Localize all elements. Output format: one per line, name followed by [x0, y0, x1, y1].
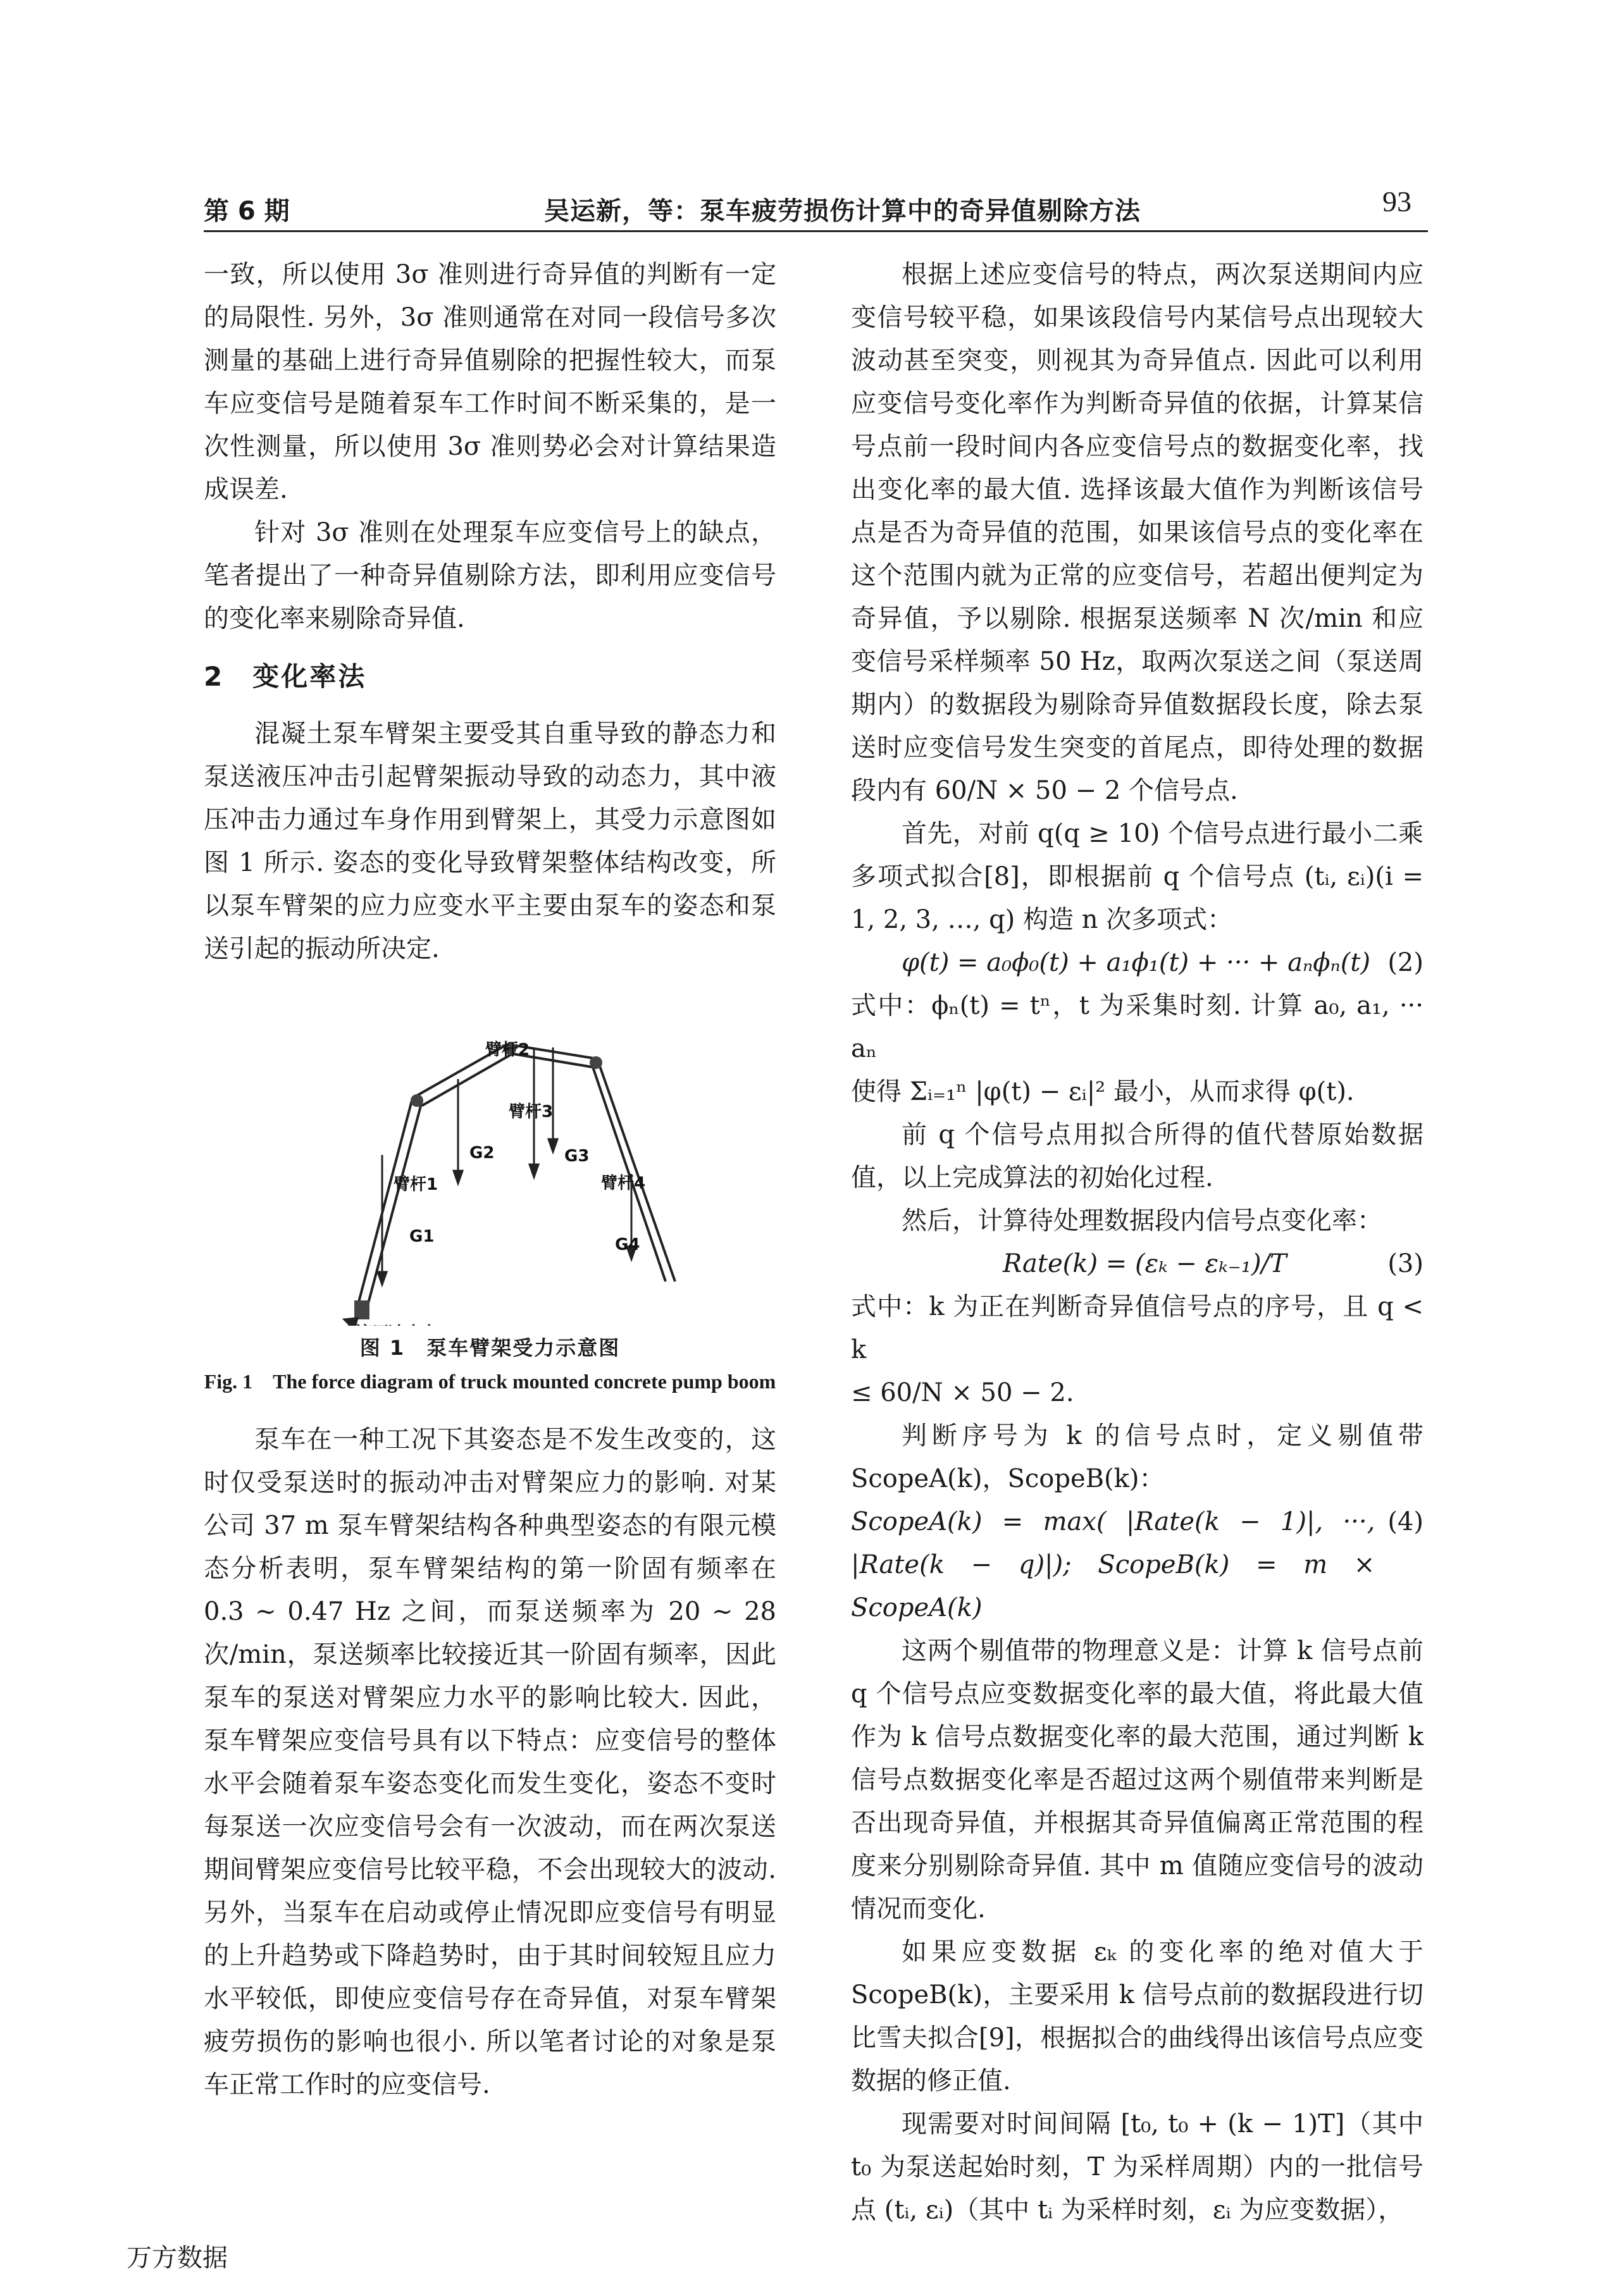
- paragraph: 现需要对时间间隔 [t₀, t₀ + (k − 1)T]（其中 t₀ 为泵送起始时刻，T 为采样周期）内的一批信号点 (tᵢ, εᵢ)（其中 tᵢ 为采样时刻，εᵢ 为应变数据），: [851, 2109, 1424, 2225]
- equation-2-number: (2): [1387, 948, 1424, 977]
- figure-pump-boom: [204, 984, 776, 1326]
- figure-caption-cn: 图 1 泵车臂架受力示意图: [359, 1336, 621, 1360]
- equation-2: [851, 941, 1424, 984]
- label-g4: G4: [615, 1235, 640, 1254]
- paragraph: 混凝土泵车臂架主要受其自重导致的静态力和泵送液压冲击引起臂架振动导致的动态力，其中液压冲击力通过车身作用到臂架上，其受力示意图如图 1 所示. 姿态的变化导致臂架整体结构改变，所以泵车臂架的应力应变水平主要由泵车的姿态和泵送引起的振动所决定.: [204, 719, 776, 963]
- label-g2: G2: [469, 1144, 495, 1163]
- equation-3-number: (3): [1387, 1249, 1424, 1278]
- paragraph: 根据上述应变信号的特点，两次泵送期间内应变信号较平稳，如果该段信号内某信号点出现较大波动甚至突变，则视其为奇异值点. 因此可以利用应变信号变化率作为判断奇异值的依据，计算某信号点前一段时间内各应变信号点的数据变化率，找出变化率的最大值. 选择该最大值作为判断该信号点是否为奇异值的范围，如果该信号点的变化率在这个范围内就为正常的应变信号，若超出便判定为奇异值，予以剔除. 根据泵送频率 N 次/min 和应变信号采样频率 50 Hz，取两次泵送之间（泵送周期内）的数据段为剔除奇异值数据段长度，除去泵送时应变信号发生突变的首尾点，即待处理的数据段内有 60/N × 50 − 2 个信号点.: [851, 260, 1424, 805]
- label-arm1: 臂杆1: [394, 1175, 438, 1194]
- left-column: [204, 253, 776, 2106]
- boom-base: [354, 1300, 369, 1319]
- right-column: [851, 253, 1424, 2231]
- paragraph: 判断序号为 k 的信号点时，定义剔值带 ScopeA(k)，ScopeB(k)：: [851, 1421, 1424, 1493]
- g1-arrow: [378, 1272, 387, 1285]
- g3-arrow: [549, 1139, 557, 1152]
- paragraph: 这两个剔值带的物理意义是：计算 k 信号点前 q 个信号点应变数据变化率的最大值，将此最大值作为 k 信号点数据变化率的最大范围，通过判断 k 信号点数据变化率是否超过这两个剔值带来判断是否出现奇异值，并根据其奇异值偏离正常范围的程度来分别剔除奇异值. 其中 m 值随应变信号的波动情况而变化.: [851, 1636, 1424, 1923]
- paragraph: 泵车在一种工况下其姿态是不发生改变的，这时仅受泵送时的振动冲击对臂架应力的影响. 对某公司 37 m 泵车臂架结构各种典型姿态的有限元模态分析表明，泵车臂架结构的第一阶固有频率在 0.3 ~ 0.47 Hz 之间，而泵送频率为 20 ~ 28 次/min，泵送频率比较接近其一阶固有频率，因此泵车的泵送对臂架应力水平的影响比较大. 因此，泵车臂架应变信号具有以下特点：应变信号的整体水平会随着泵车姿态变化而发生变化，姿态不变时每泵送一次应变信号会有一次波动，而在两次泵送期间臂架应变信号比较平稳，不会出现较大的波动. 另外，当泵车在启动或停止情况即应变信号有明显的上升趋势或下降趋势时，由于其时间较短且应力水平较低，即使应变信号存在奇异值，对泵车臂架疲劳损伤的影响也很小. 所以笔者讨论的对象是泵车正常工作时的应变信号.: [204, 1425, 776, 2099]
- paragraph: 使得 Σᵢ₌₁ⁿ |φ(t) − εᵢ|² 最小，从而求得 φ(t).: [851, 1077, 1355, 1106]
- label-arm3: 臂杆3: [509, 1102, 554, 1121]
- figure-caption-en: Fig. 1 The force diagram of truck mounted concrete pump boom: [204, 1370, 776, 1393]
- paragraph: 然后，计算待处理数据段内信号点变化率：: [902, 1206, 1382, 1235]
- footer-watermark: 万方数据: [127, 2244, 228, 2273]
- equation-4: [851, 1500, 1424, 1629]
- paragraph: 式中：ϕₙ(t) = tⁿ，t 为采集时刻. 计算 a₀, a₁, ··· aₙ: [851, 991, 1424, 1063]
- equation-4-number: (4): [1387, 1507, 1424, 1536]
- header-rule: [204, 230, 1428, 232]
- issue-number: 第 6 期: [204, 197, 290, 226]
- equation-3-body: Rate(k) = (εₖ − εₖ₋₁)/T: [1003, 1249, 1287, 1278]
- label-arm4: 臂杆4: [601, 1174, 646, 1193]
- paragraph: 针对 3σ 准则在处理泵车应变信号上的缺点，笔者提出了一种奇异值剔除方法，即利用应变信号的变化率来剔除奇异值.: [204, 518, 776, 633]
- boom-diagram: [204, 984, 776, 1326]
- paragraph: 如果应变数据 εₖ 的变化率的绝对值大于 ScopeB(k)，主要采用 k 信号点前的数据段进行切比雪夫拟合[9]，根据拟合的曲线得出该信号点应变数据的修正值.: [851, 1937, 1424, 2095]
- g2-arrow: [454, 1171, 462, 1183]
- paragraph: 一致，所以使用 3σ 准则进行奇异值的判断有一定的局限性. 另外，3σ 准则通常在对同一段信号多次测量的基础上进行奇异值剔除的把握性较大，而泵车应变信号是随着泵车工作时间不断采集的，是一次性测量，所以使用 3σ 准则势必会对计算结果造成误差.: [204, 260, 776, 504]
- label-impact: [356, 1323, 438, 1326]
- arm1-line: [367, 1101, 422, 1308]
- arm2-line: [422, 1054, 512, 1106]
- running-title: 吴运新，等：泵车疲劳损伤计算中的奇异值剔除方法: [544, 197, 1141, 226]
- equation-4-body: ScopeA(k) = max( |Rate(k − 1)|, ···, |Rate(k − q)|); ScopeB(k) = m × ScopeA(k): [851, 1507, 1375, 1622]
- label-g1: G1: [409, 1227, 435, 1246]
- label-g3: G3: [564, 1147, 590, 1166]
- section-heading: 2 变化率法: [204, 661, 367, 692]
- label-arm2: 臂杆2: [485, 1040, 530, 1059]
- g3b-arrow: [530, 1164, 538, 1177]
- paragraph: 首先，对前 q(q ≥ 10) 个信号点进行最小二乘多项式拟合[8]，即根据前 q 个信号点 (tᵢ, εᵢ)(i = 1, 2, 3, …, q) 构造 n 次多项式：: [851, 819, 1424, 934]
- joint: [590, 1056, 602, 1069]
- joint: [411, 1094, 423, 1107]
- paragraph: ≤ 60/N × 50 − 2.: [851, 1378, 1074, 1407]
- paragraph: 式中：k 为正在判断奇异值信号点的序号，且 q < k: [851, 1292, 1424, 1364]
- equation-2-body: φ(t) = a₀ϕ₀(t) + a₁ϕ₁(t) + ··· + aₙϕₙ(t): [902, 948, 1370, 977]
- page-number: 93: [1382, 185, 1411, 218]
- equation-3: [851, 1242, 1424, 1285]
- paragraph: 前 q 个信号点用拟合所得的值代替原始数据值，以上完成算法的初始化过程.: [851, 1120, 1424, 1192]
